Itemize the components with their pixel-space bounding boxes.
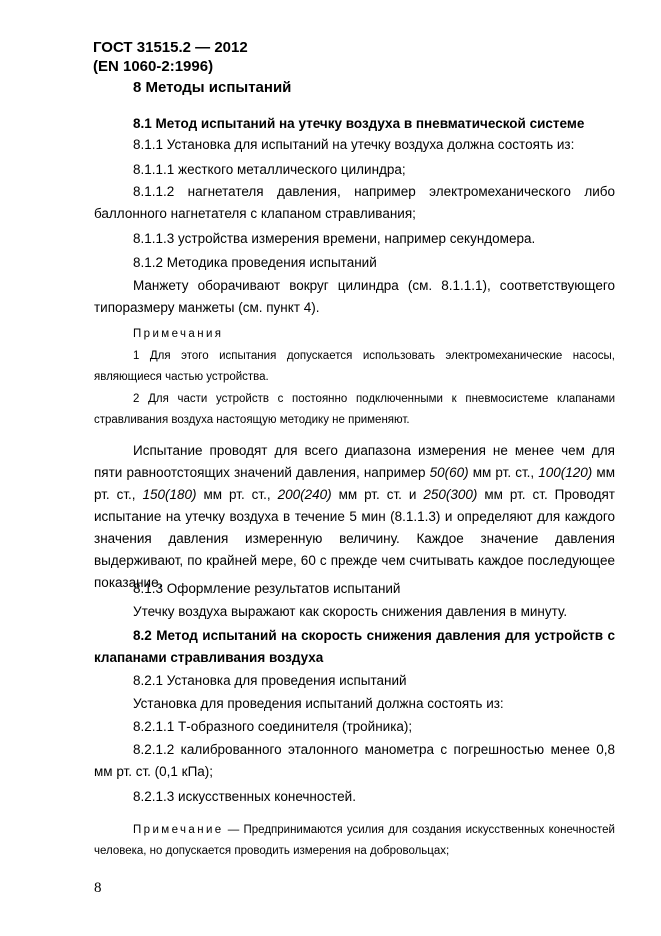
clause-8-1-3: 8.1.3 Оформление результатов испытаний (133, 581, 401, 596)
note-text: — Предпринимаются усилия для создания искусственных конечностей человека, но допускается проводить измерения на добровольцах; (94, 824, 615, 857)
clause-8-2-1-text: Установка для проведения испытаний должна состоять из: (133, 696, 504, 711)
text: мм рт. ст. Проводят испытание на утечку воздуха в течение 5 мин (8.1.1.3) и определяют для каждого значения давления измеренную величину. Каждое значение давления выдерживают, по крайней мере, 60 с прежде чем считывать каждое последующее показание. (94, 487, 615, 590)
clause-8-1-1: 8.1.1 Установка для испытаний на утечку воздуха должна состоять из: (133, 137, 575, 152)
pressure-value: 250(300) (423, 487, 478, 502)
note-1: 1 Для этого испытания допускается использовать электромеханические насосы, являющиеся частью устройства. (94, 350, 615, 383)
text: мм рт. ст., (196, 487, 278, 502)
clause-8-2-1: 8.2.1 Установка для проведения испытаний (133, 673, 407, 688)
section-8-1-title: 8.1 Метод испытаний на утечку воздуха в пневматической системе (133, 116, 585, 131)
test-procedure-paragraph (94, 440, 615, 594)
standard-reference: (EN 1060-2:1996) (93, 58, 214, 75)
clause-8-2-1-2: 8.2.1.2 калиброванного эталонного манометра с погрешностью менее 0,8 мм рт. ст. (0,1 кПа); (94, 742, 615, 779)
notes-title: Примечания (133, 328, 224, 340)
standard-number: ГОСТ 31515.2 — 2012 (93, 39, 248, 56)
text: мм рт. ст., (468, 465, 539, 480)
page-number: 8 (94, 880, 102, 896)
clause-8-1-1-3: 8.1.1.3 устройства измерения времени, например секундомера. (133, 231, 536, 246)
clause-8-2-1-1: 8.2.1.1 Т-образного соединителя (тройника); (133, 719, 413, 734)
text: мм рт. ст. и (331, 487, 424, 502)
note-8-2 (94, 820, 615, 861)
clause-8-1-1-1: 8.1.1.1 жесткого металлического цилиндра; (133, 162, 406, 177)
pressure-value: 50(60) (429, 465, 469, 480)
text: Испытание проводят для всего диапазона измерения не менее чем для пяти равноотстоящих значений давления, например (94, 443, 615, 480)
clause-8-1-1-2: 8.1.1.2 нагнетателя давления, например электромеханического либо баллонного нагнетателя с клапаном стравливания; (94, 184, 615, 221)
section-8-title: 8 Методы испытаний (133, 79, 292, 96)
pressure-value: 200(240) (277, 487, 332, 502)
pressure-value: 100(120) (538, 465, 593, 480)
text: мм рт. ст., (94, 465, 615, 502)
clause-8-1-3-text: Утечку воздуха выражают как скорость снижения давления в минуту. (133, 604, 568, 619)
note-label: Примечание (133, 824, 224, 836)
section-8-2-title: 8.2 Метод испытаний на скорость снижения давления для устройств с клапанами стравливания воздуха (94, 628, 615, 665)
clause-8-1-2: 8.1.2 Методика проведения испытаний (133, 255, 377, 270)
document-header (93, 38, 248, 76)
clause-8-2-1-3: 8.2.1.3 искусственных конечностей. (133, 789, 356, 804)
clause-8-1-2-text: Манжету оборачивают вокруг цилиндра (см. 8.1.1.1), соответствующего типоразмеру манжеты (см. пункт 4). (94, 278, 615, 315)
note-2: 2 Для части устройств с постоянно подключенными к пневмосистеме клапанами стравливания воздуха настоящую методику не применяют. (94, 393, 615, 426)
pressure-value: 150(180) (142, 487, 197, 502)
